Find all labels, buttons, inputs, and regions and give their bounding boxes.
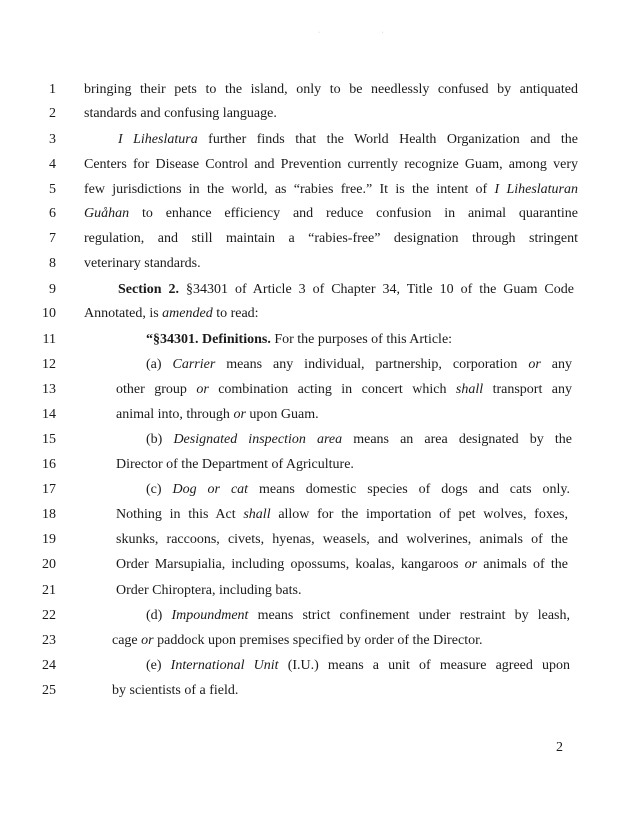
text-segment: any [540,357,572,372]
document-line [0,254,638,278]
line-number: 1 [49,82,56,97]
line-text [116,380,572,400]
italic-text: I Liheslatura [118,132,198,147]
text-segment: skunks, raccoons, civets, hyenas, weasels, and wolverines, animals of the [116,532,568,547]
line-number: 15 [42,432,56,447]
italic-text: or [528,357,541,372]
document-line [0,681,638,705]
italic-text: or [464,557,478,572]
line-text [84,180,578,200]
italic-text: shall [455,382,484,397]
text-segment: other group [116,382,197,397]
text-segment: (b) [146,432,174,447]
line-text [116,555,568,575]
italic-text: amended [162,306,213,321]
document-line [0,130,638,154]
document-line [0,555,638,579]
text-segment: means strict confinement under restraint by leash, [248,608,570,623]
italic-text: Designated inspection area [173,432,343,447]
line-text [118,130,578,150]
line-number: 19 [42,532,56,547]
italic-text: or [233,407,246,422]
text-segment: Annotated, is [84,306,163,321]
text-segment: (e) [146,658,171,673]
document-line [0,606,638,630]
text-segment: means any individual, partnership, corporation [215,357,529,372]
line-number: 12 [42,357,56,372]
line-number: 25 [42,683,56,698]
text-segment: standards and confusing language. [84,106,277,121]
line-number: 13 [42,382,56,397]
text-segment: transport any [483,382,572,397]
line-number: 9 [49,282,56,297]
line-number: 3 [49,132,56,147]
document-line [0,304,638,328]
line-number: 24 [42,658,56,673]
line-number: 18 [42,507,56,522]
line-number: 14 [42,407,56,422]
text-segment: by scientists of a field. [112,683,239,698]
text-segment: cage [112,633,142,648]
text-segment: veterinary standards. [84,256,201,271]
text-segment: (c) [146,482,173,497]
document-line [0,480,638,504]
document-line [0,80,638,104]
italic-text: Carrier [172,357,216,372]
line-text [146,656,570,676]
document-line [0,155,638,179]
line-text [116,405,319,425]
line-text [146,330,452,350]
scan-specks: · · [318,30,414,36]
line-number: 17 [42,482,56,497]
italic-text: shall [243,507,271,522]
document-line [0,631,638,655]
line-number: 10 [42,306,56,321]
text-segment: animals of the [477,557,568,572]
line-number: 6 [49,206,56,221]
text-segment: Order Marsupialia, including opossums, koalas, kangaroos [116,557,465,572]
line-number: 7 [49,231,56,246]
text-segment: combination acting in concert which [208,382,456,397]
text-segment: Nothing in this Act [116,507,244,522]
line-text [118,280,574,300]
document-line [0,355,638,379]
document-line [0,505,638,529]
line-number: 4 [49,157,56,172]
text-segment: few jurisdictions in the world, as “rabies free.” It is the intent of [84,182,495,197]
page-number: 2 [556,740,563,755]
line-text [112,681,238,701]
line-text [116,581,301,601]
line-text [84,104,277,124]
text-segment: animal into, through [116,407,234,422]
bold-text: “§34301. Definitions. [146,332,271,347]
text-segment: to read: [212,306,259,321]
italic-text: International Unit [170,658,279,673]
bold-text: Section 2. [118,282,180,297]
line-number: 21 [42,583,56,598]
line-text [112,631,483,651]
text-segment: means an area designated by the [342,432,572,447]
text-segment: bringing their pets to the island, only to be needlessly confused by antiquated [84,82,578,97]
text-segment: (a) [146,357,173,372]
italic-text: Impoundment [171,608,249,623]
text-segment: allow for the importation of pet wolves, foxes, [270,507,568,522]
line-number: 8 [49,256,56,271]
document-line [0,530,638,554]
text-segment: (d) [146,608,172,623]
line-text [84,204,578,224]
document-line [0,581,638,605]
document-line [0,104,638,128]
text-segment: means domestic species of dogs and cats only. [248,482,570,497]
line-text [116,530,568,550]
line-text [84,254,201,274]
line-text [84,155,578,175]
text-segment: Director of the Department of Agriculture. [116,457,354,472]
line-text [146,355,572,375]
line-number: 23 [42,633,56,648]
text-segment: Order Chiroptera, including bats. [116,583,302,598]
text-segment: §34301 of Article 3 of Chapter 34, Title 10 of the Guam Code [179,282,574,297]
italic-text: or [196,382,209,397]
text-segment: upon Guam. [245,407,319,422]
text-segment: to enhance efficiency and reduce confusion in animal quarantine [129,206,578,221]
italic-text: I Liheslaturan [494,182,578,197]
text-segment: paddock upon premises specified by order of the Director. [153,633,483,648]
document-line [0,455,638,479]
line-text [116,505,568,525]
line-number: 2 [49,106,56,121]
line-number: 22 [42,608,56,623]
text-segment: further finds that the World Health Organization and the [197,132,578,147]
italic-text: or [141,633,154,648]
text-segment: Centers for Disease Control and Prevention currently recognize Guam, among very [84,157,578,172]
line-text [84,80,578,100]
document-line [0,380,638,404]
text-segment: For the purposes of this Article: [270,332,453,347]
document-line [0,405,638,429]
line-text [116,455,354,475]
document-line [0,204,638,228]
document-line [0,180,638,204]
line-number: 5 [49,182,56,197]
line-text [146,480,570,500]
document-line [0,430,638,454]
line-number: 16 [42,457,56,472]
line-text [146,606,570,626]
line-number: 20 [42,557,56,572]
text-segment: regulation, and still maintain a “rabies-free” designation through stringent [84,231,578,246]
line-text [84,229,578,249]
italic-text: Guåhan [84,206,130,221]
document-line [0,280,638,304]
italic-text: Dog or cat [172,482,249,497]
line-text [146,430,572,450]
line-number: 11 [42,332,56,347]
document-line [0,229,638,253]
document-line [0,330,638,354]
text-segment: (I.U.) means a unit of measure agreed upon [278,658,570,673]
line-text [84,304,259,324]
document-line [0,656,638,680]
